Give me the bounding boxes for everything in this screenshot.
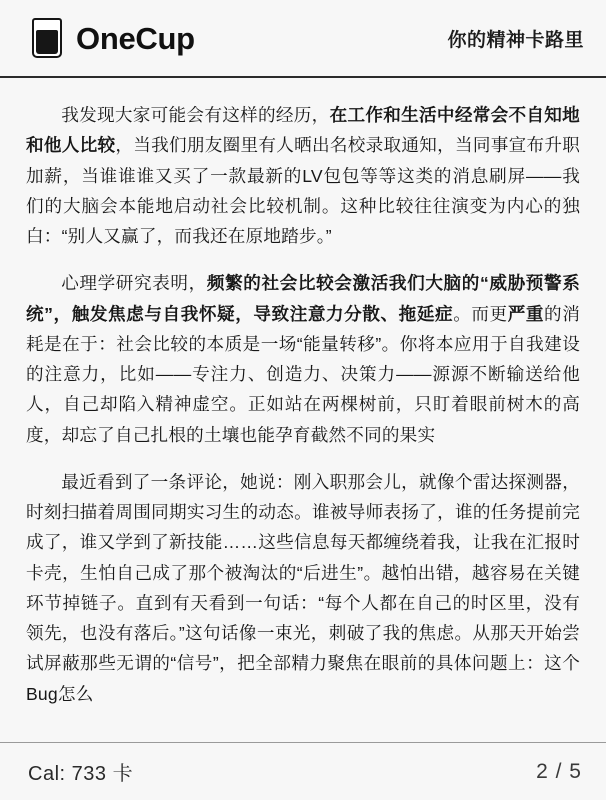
emphasis-text: 频繁的社会比较会激活我们大脑的“威胁预警系统”，触发焦虑与自我怀疑，导致注意力分散、拖延症 xyxy=(26,273,581,324)
cup-liquid xyxy=(36,30,58,54)
body-text: 的消耗是在于：社会比较的本质是一场“能量转移”。你将本应用于自我建设的注意力，比如——专注力、创造力、决策力——源源不断输送给他人，自己却陷入精神虚空。正如站在两棵树前，只盯着眼前树木的高度，却忘了自己扎根的土壤也能孕育截然不同的果实 xyxy=(26,303,580,445)
brand-name: OneCup xyxy=(76,20,195,56)
coffee-cup-icon xyxy=(30,16,64,60)
emphasis-text: 严重 xyxy=(507,303,545,324)
page-indicator: 2 / 5 xyxy=(536,759,582,783)
brand xyxy=(30,16,195,60)
emphasis-text: 在工作和生活中经常会不自知地和他人比较 xyxy=(26,105,580,156)
body-text: 最近看到了一条评论，她说：刚入职那会儿，就像个雷达探测器，时刻扫描着周围同期实习生的动态。谁被导师表扬了，谁的任务提前完成了，谁又学到了新技能……这些信息每天都缠绕着我，让我在汇报时卡壳，生怕自己成了那个被淘汰的“后进生”。越怕出错，越容易在关键环节掉链子。直到有天看到一句话：“每个人都在自己的时区里，没有领先，也没有落后。”这句话像一束光，刺破了我的焦虑。从那天开始尝试屏蔽那些无谓的“信号”，把全部精力聚焦在眼前的具体问题上：这个Bug怎么 xyxy=(26,471,580,704)
body-text: ，当我们朋友圈里有人晒出名校录取通知，当同事宣布升职加薪，当谁谁谁又买了一款最新的LV包包等等这类的消息刷屏——我们的大脑会本能地启动社会比较机制。这种比较往往演变为内心的独白：“别人又赢了，而我还在原地踏步。” xyxy=(26,135,580,246)
header-tagline: 你的精神卡路里 xyxy=(447,29,584,51)
body-text: 心理学研究表明， xyxy=(61,273,207,294)
article-body xyxy=(0,78,606,742)
paragraph xyxy=(26,268,580,450)
body-text: 。而更 xyxy=(453,303,508,324)
page-footer xyxy=(0,742,606,800)
calorie-unit: 卡 xyxy=(112,763,134,785)
calorie-label: Cal: xyxy=(28,763,66,785)
calorie-value: 733 xyxy=(71,763,107,785)
paragraph xyxy=(26,100,580,251)
paragraph xyxy=(26,467,580,709)
page-header xyxy=(0,0,606,78)
calorie-counter xyxy=(28,757,133,786)
body-text: 我发现大家可能会有这样的经历， xyxy=(61,105,330,125)
